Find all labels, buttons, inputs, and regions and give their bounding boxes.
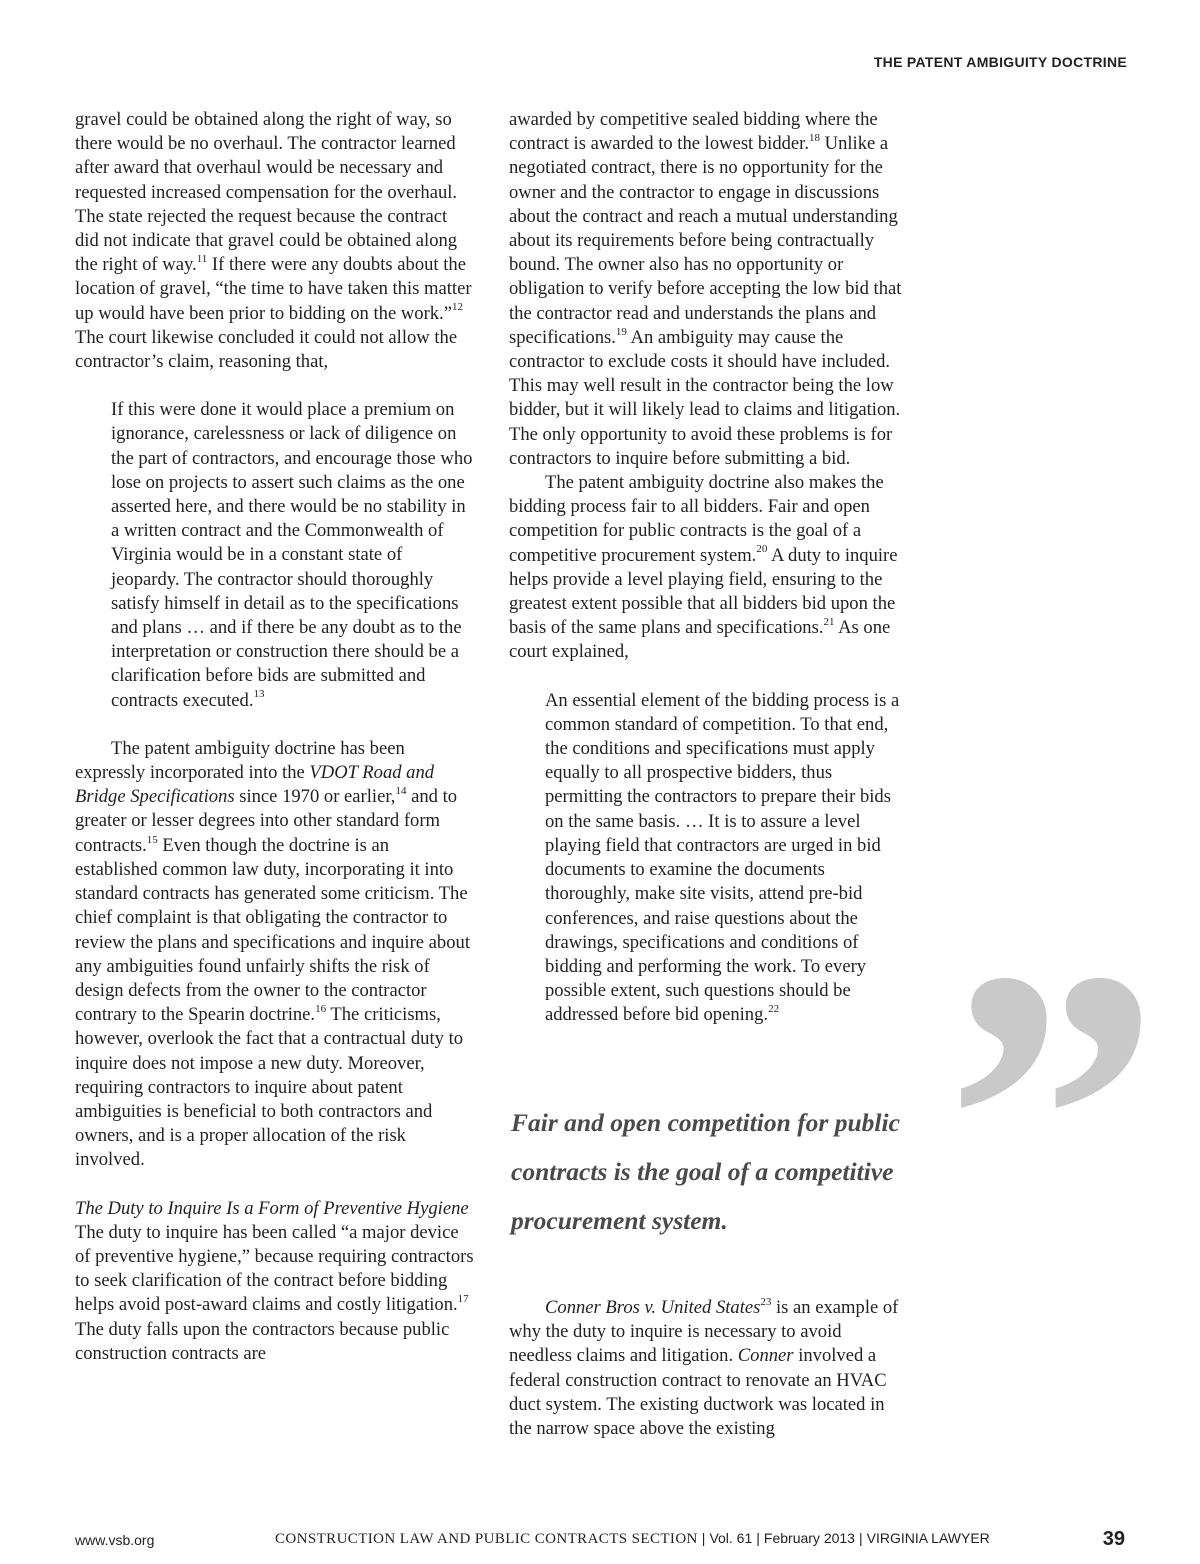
right-paragraph-2 (509, 471, 909, 665)
italic-case-name: Conner (737, 1345, 794, 1367)
text-run: The patent ambiguity doctrine also makes the bidding process fair to all bidders. Fair and open competition for public contracts is the goal of a competitive procurement system. (509, 472, 884, 566)
pull-quote: Fair and open competition for public contracts is the goal of a competitive procurement system. (511, 1108, 900, 1235)
text-run: Even though the doctrine is an established common law duty, incorporating it into standard contracts has generated some criticism. The chief complaint is that obligating the contractor to review the plans and specifications and inquire about any ambiguities found unfairly shifts the risk of design defects from the owner to the contractor contrary to the Spearin doctrine. (75, 834, 470, 1026)
italic-case-name: Conner Bros v. United States (545, 1297, 761, 1318)
footer-separator: | (756, 1530, 760, 1546)
running-head: THE PATENT AMBIGUITY DOCTRINE (873, 54, 1127, 70)
text-run: awarded by competitive sealed bidding where the contract is awarded to the lowest bidder. (509, 109, 878, 155)
closing-quote-icon: ” (945, 882, 1160, 1358)
spacer (509, 665, 909, 689)
footnote-ref: 23 (760, 1295, 772, 1308)
footnote-ref: 20 (756, 543, 768, 556)
text-run: is an example of why the duty to inquire is necessary to avoid needless claims and litigation. (509, 1297, 899, 1367)
footer-volume: Vol. 61 (709, 1530, 753, 1546)
spacer (75, 374, 475, 398)
left-paragraph-3 (75, 1221, 475, 1366)
footer-publication: VIRGINIA LAWYER (866, 1530, 990, 1546)
footnote-ref: 14 (395, 785, 407, 798)
block-quote-2 (509, 689, 909, 1028)
footnote-ref: 16 (315, 1002, 327, 1015)
text-run: An ambiguity may cause the contractor to exclude costs it should have included. This may well result in the contractor being the low bidder, but it will likely lead to claims and litigation. The only opportunity to avoid these problems is for contractors to inquire before submitting a bid. (509, 326, 901, 469)
left-paragraph-2 (75, 737, 475, 1173)
text-run: Unlike a negotiated contract, there is no opportunity for the owner and the contractor to engage in discussions about the contract and reach a mutual understanding about its requirements before being contractually bound. The owner also has no opportunity or obligation to verify before accepting the low bid that the contractor read and understands the plans and specifications. (509, 133, 902, 348)
spacer (75, 713, 475, 737)
right-column (509, 108, 909, 1028)
right-paragraph-1 (509, 108, 909, 471)
footnote-ref: 21 (823, 616, 835, 629)
footer-date: February 2013 (763, 1530, 855, 1546)
text-run: and to greater or lesser degrees into other standard form contracts. (75, 786, 458, 856)
text-run: The criticisms, however, overlook the fact that a contractual duty to inquire does not impose a new duty. Moreover, requiring contractors to inquire about patent ambiguities is beneficial to both contractors and owners, and is a proper allocation of the risk involved. (75, 1004, 464, 1171)
text-run: If there were any doubts about the location of gravel, “the time to have taken this matter up would have been prior to bidding on the work.” (75, 254, 472, 324)
footer-credits (275, 1530, 990, 1548)
footnote-ref: 19 (615, 325, 627, 338)
footer-section-name: CONSTRUCTION LAW AND PUBLIC CONTRACTS SECTION (275, 1531, 698, 1547)
text-run: An essential element of the bidding process is a common standard of competition. To that end, the conditions and specifications must apply equally to all prospective bidders, thus permitting the contractors to prepare their bids on the same basis. … It is to assure a level playing field that contractors are urged in bid documents to examine the documents thoroughly, make site visits, attend pre-bid conferences, and raise questions about the drawings, specifications and conditions of bidding and performing the work. To every possible extent, such questions should be addressed before bid opening. (545, 689, 900, 1026)
text-run: since 1970 or earlier, (234, 786, 396, 808)
footer-separator: | (858, 1530, 863, 1546)
italic-title: VDOT Road and Bridge Specifications (75, 762, 435, 808)
left-column (75, 108, 475, 1366)
left-paragraph-1 (75, 108, 475, 374)
footnote-ref: 17 (457, 1293, 469, 1306)
block-quote-1 (75, 398, 475, 713)
footnote-ref: 11 (196, 253, 208, 266)
text-run: The court likewise concluded it could not allow the contractor’s claim, reasoning that, (75, 326, 458, 373)
footer-website-link[interactable]: www.vsb.org (75, 1532, 155, 1548)
right-paragraph-3 (509, 1296, 909, 1441)
page-footer (0, 1530, 1200, 1554)
footnote-ref: 12 (451, 301, 463, 314)
spacer (75, 1173, 475, 1197)
text-run: involved a federal construction contract to renovate an HVAC duct system. The existing ductwork was located in the narrow space above the existing (509, 1345, 887, 1440)
text-run: The duty to inquire has been called “a major device of preventive hygiene,” because requiring contractors to seek clarification of the contract before bidding helps avoid post-award claims and costly litigation. (75, 1221, 474, 1316)
footnote-ref: 18 (809, 132, 820, 145)
text-run: If this were done it would place a premium on ignorance, carelessness or lack of diligence on the part of contractors, and encourage those who lose on projects to assert such claims as the one asserted here, and there would be no stability in a written contract and the Commonwealth of Virginia would be in a constant state of jeopardy. The contractor should thoroughly satisfy himself in detail as to the specifications and plans … and if there be any doubt as to the interpretation or construction there should be a clarification before bids are submitted and contracts executed. (111, 399, 473, 711)
footer-separator: | (701, 1530, 706, 1546)
footnote-ref: 15 (146, 833, 158, 846)
text-run: A duty to inquire helps provide a level playing field, ensuring to the greatest extent possible that all bidders bid upon the basis of the same plans and specifications. (509, 544, 898, 639)
text-run: As one court explained, (509, 617, 891, 663)
footnote-ref: 22 (768, 1003, 780, 1016)
text-run: The patent ambiguity doctrine has been expressly incorporated into the (75, 737, 405, 784)
text-run: gravel could be obtained along the right of way, so there would be no overhaul. The contractor learned after award that overhaul would be necessary and requested increased compensation for the overhaul. The state rejected the request because the contract did not indicate that gravel could be obtained along the right of way. (75, 109, 458, 276)
right-column-lower (509, 1296, 909, 1441)
section-subhead: The Duty to Inquire Is a Form of Preventive Hygiene (75, 1197, 469, 1219)
page-number: 39 (1102, 1528, 1125, 1550)
footnote-ref: 13 (253, 688, 265, 701)
text-run: The duty falls upon the contractors because public construction contracts are (75, 1318, 450, 1364)
